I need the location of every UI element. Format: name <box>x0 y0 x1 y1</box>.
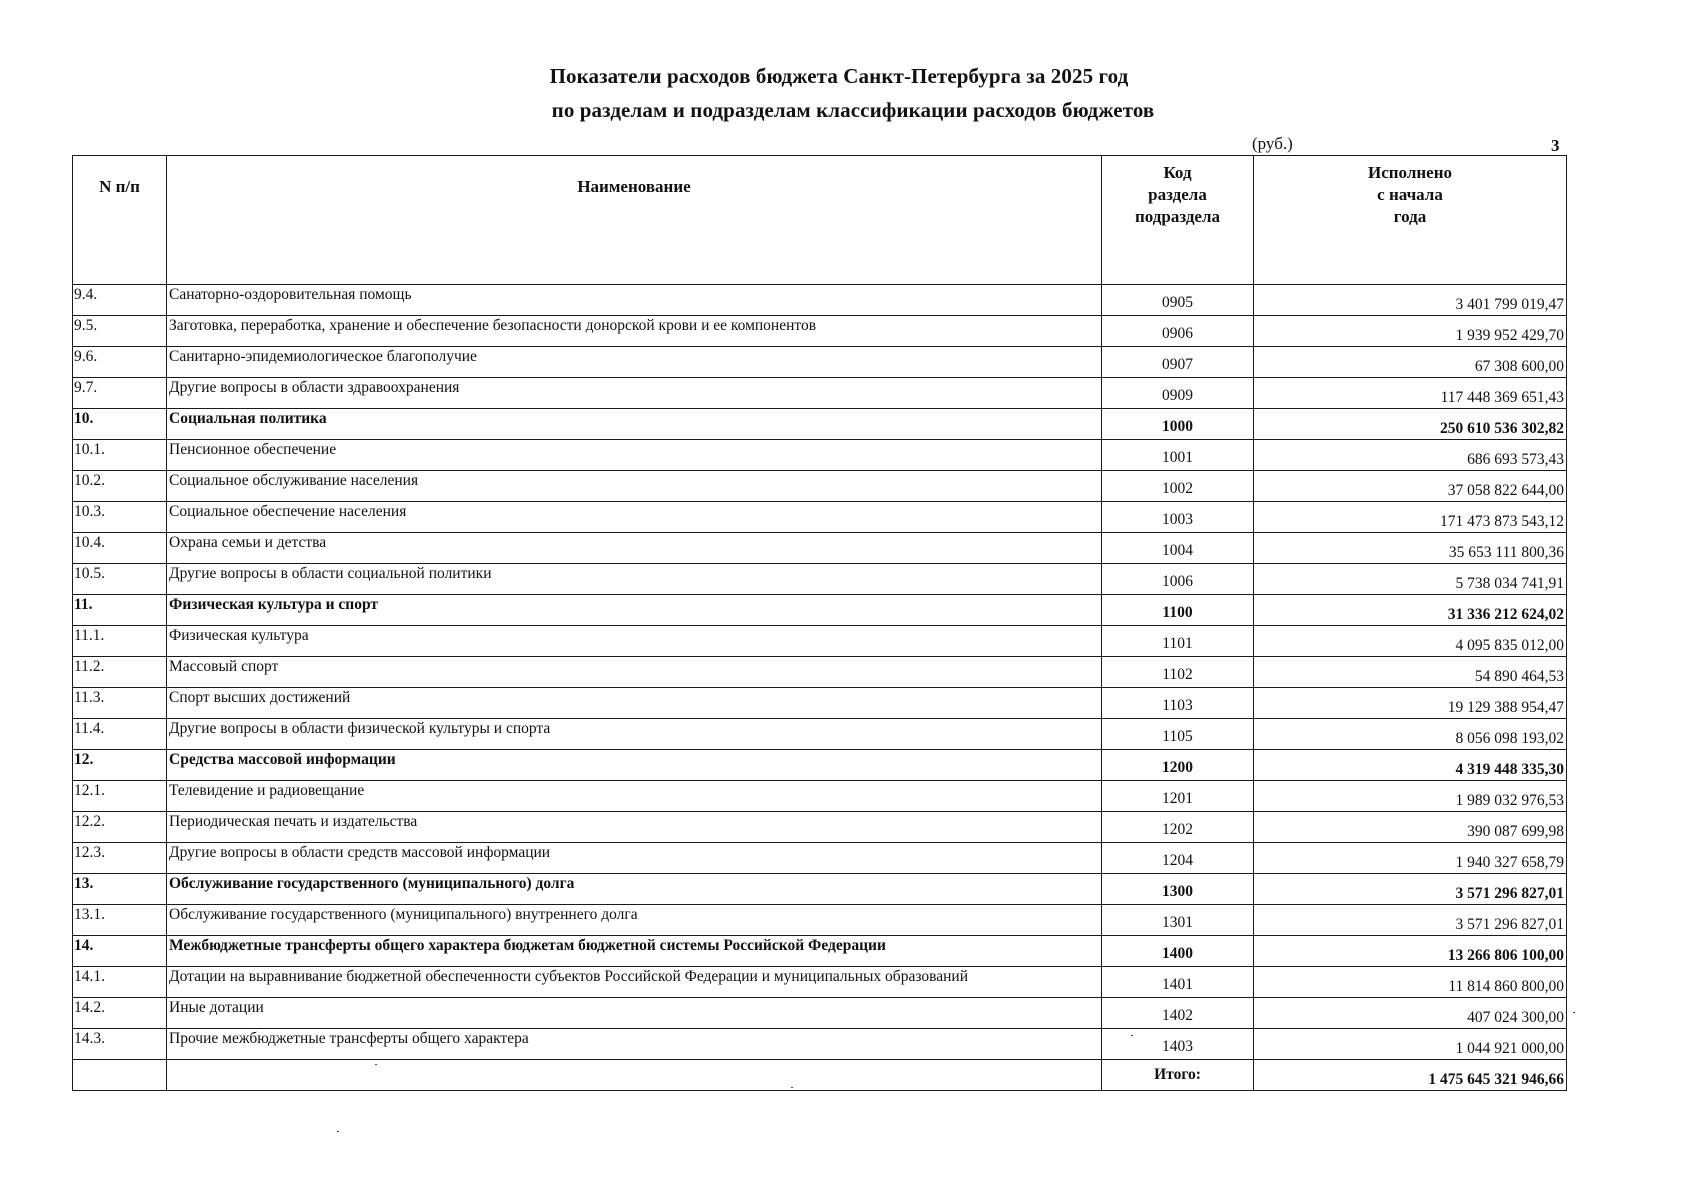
table-row <box>73 1029 1567 1060</box>
column-header-number: N п/п <box>73 156 167 285</box>
row-number: 10.1. <box>73 440 167 471</box>
row-number: 10.5. <box>73 564 167 595</box>
row-code: 1102 <box>1102 657 1254 688</box>
row-name: Социальное обеспечение населения <box>167 502 1102 533</box>
row-value: 5 738 034 741,91 <box>1254 564 1567 595</box>
row-code: 1004 <box>1102 533 1254 564</box>
column-header-code <box>1102 156 1254 285</box>
row-number: 12.3. <box>73 843 167 874</box>
scan-speck <box>375 1064 377 1065</box>
table-row <box>73 378 1567 409</box>
row-code: 1400 <box>1102 936 1254 967</box>
column-header-code-line3: подраздела <box>1134 207 1221 226</box>
row-name: Средства массовой информации <box>167 750 1102 781</box>
column-header-executed-line2: с начала <box>1377 185 1443 204</box>
table-row <box>73 595 1567 626</box>
row-code: 1105 <box>1102 719 1254 750</box>
row-number: 13.1. <box>73 905 167 936</box>
table-row <box>73 657 1567 688</box>
row-value: 19 129 388 954,47 <box>1254 688 1567 719</box>
row-code: 1103 <box>1102 688 1254 719</box>
row-value: 4 095 835 012,00 <box>1254 626 1567 657</box>
row-code: 1402 <box>1102 998 1254 1029</box>
row-code: 1006 <box>1102 564 1254 595</box>
table-row <box>73 967 1567 998</box>
page-number: 3 <box>1551 136 1560 155</box>
row-code: 1000 <box>1102 409 1254 440</box>
row-name: Массовый спорт <box>167 657 1102 688</box>
row-number: 10.3. <box>73 502 167 533</box>
row-name: Прочие межбюджетные трансферты общего характера <box>167 1029 1102 1060</box>
row-code: 1002 <box>1102 471 1254 502</box>
table-row <box>73 905 1567 936</box>
row-value: 3 571 296 827,01 <box>1254 874 1567 905</box>
row-name: Дотации на выравнивание бюджетной обеспеченности субъектов Российской Федерации и муниципальных образований <box>167 967 1102 998</box>
row-value: 31 336 212 624,02 <box>1254 595 1567 626</box>
scan-speck <box>337 1131 339 1132</box>
row-name: Спорт высших достижений <box>167 688 1102 719</box>
row-value: 686 693 573,43 <box>1254 440 1567 471</box>
scan-speck <box>1131 1035 1133 1036</box>
row-number: 11. <box>73 595 167 626</box>
row-code: 0905 <box>1102 285 1254 316</box>
row-name: Обслуживание государственного (муниципального) долга <box>167 874 1102 905</box>
row-name: Обслуживание государственного (муниципального) внутреннего долга <box>167 905 1102 936</box>
row-value: 1 940 327 658,79 <box>1254 843 1567 874</box>
column-header-executed-line3: года <box>1393 207 1427 226</box>
document-title: Показатели расходов бюджета Санкт-Петербурга за 2025 год <box>549 64 1129 88</box>
row-name: Социальная политика <box>167 409 1102 440</box>
row-name: Пенсионное обеспечение <box>167 440 1102 471</box>
table-row <box>73 719 1567 750</box>
row-code: 1300 <box>1102 874 1254 905</box>
row-code: 1200 <box>1102 750 1254 781</box>
row-code: 1201 <box>1102 781 1254 812</box>
row-name: Физическая культура <box>167 626 1102 657</box>
row-name: Межбюджетные трансферты общего характера бюджетам бюджетной системы Российской Федерации <box>167 936 1102 967</box>
row-number: 9.4. <box>73 285 167 316</box>
row-number: 11.1. <box>73 626 167 657</box>
row-value: 1 989 032 976,53 <box>1254 781 1567 812</box>
row-code: 0907 <box>1102 347 1254 378</box>
row-name: Телевидение и радиовещание <box>167 781 1102 812</box>
row-number: 10.4. <box>73 533 167 564</box>
table-row <box>73 750 1567 781</box>
row-number: 13. <box>73 874 167 905</box>
row-number: 9.7. <box>73 378 167 409</box>
row-number: 10.2. <box>73 471 167 502</box>
table-row <box>73 440 1567 471</box>
row-code: 1301 <box>1102 905 1254 936</box>
row-value: 407 024 300,00 <box>1254 998 1567 1029</box>
row-value: 35 653 111 800,36 <box>1254 533 1567 564</box>
scan-speck <box>791 1087 793 1088</box>
column-header-code-line2: раздела <box>1148 185 1207 204</box>
table-body <box>73 285 1567 1060</box>
table-header-row <box>73 156 1567 285</box>
row-value: 37 058 822 644,00 <box>1254 471 1567 502</box>
row-value: 117 448 369 651,43 <box>1254 378 1567 409</box>
row-name: Санитарно-эпидемиологическое благополучие <box>167 347 1102 378</box>
table-row <box>73 502 1567 533</box>
row-name: Другие вопросы в области средств массовой информации <box>167 843 1102 874</box>
currency-unit-label: (руб.) <box>1252 134 1293 153</box>
row-code: 0909 <box>1102 378 1254 409</box>
table-row <box>73 843 1567 874</box>
row-code: 1003 <box>1102 502 1254 533</box>
total-label: Итого: <box>1102 1060 1254 1091</box>
row-number: 11.4. <box>73 719 167 750</box>
row-code: 1001 <box>1102 440 1254 471</box>
column-header-executed-line1: Исполнено <box>1367 163 1452 182</box>
row-name: Санаторно-оздоровительная помощь <box>167 285 1102 316</box>
row-number: 12.2. <box>73 812 167 843</box>
row-value: 67 308 600,00 <box>1254 347 1567 378</box>
row-number: 12.1. <box>73 781 167 812</box>
table-row <box>73 812 1567 843</box>
row-number: 11.2. <box>73 657 167 688</box>
row-name: Социальное обслуживание населения <box>167 471 1102 502</box>
row-value: 1 044 921 000,00 <box>1254 1029 1567 1060</box>
row-name: Другие вопросы в области физической культуры и спорта <box>167 719 1102 750</box>
table-row <box>73 409 1567 440</box>
row-value: 3 571 296 827,01 <box>1254 905 1567 936</box>
table-row <box>73 626 1567 657</box>
row-value: 250 610 536 302,82 <box>1254 409 1567 440</box>
table-row <box>73 936 1567 967</box>
table-row <box>73 316 1567 347</box>
row-number: 9.6. <box>73 347 167 378</box>
row-number: 14.3. <box>73 1029 167 1060</box>
document-subtitle: по разделам и подразделам классификации расходов бюджетов <box>551 98 1155 122</box>
row-value: 11 814 860 800,00 <box>1254 967 1567 998</box>
row-code: 1403 <box>1102 1029 1254 1060</box>
row-value: 13 266 806 100,00 <box>1254 936 1567 967</box>
row-value: 1 939 952 429,70 <box>1254 316 1567 347</box>
row-value: 54 890 464,53 <box>1254 657 1567 688</box>
table-row <box>73 533 1567 564</box>
table-row <box>73 285 1567 316</box>
row-code: 1401 <box>1102 967 1254 998</box>
table-row <box>73 688 1567 719</box>
scan-speck <box>1573 1012 1575 1013</box>
row-number: 11.3. <box>73 688 167 719</box>
row-name: Заготовка, переработка, хранение и обеспечение безопасности донорской крови и ее компонентов <box>167 316 1102 347</box>
row-value: 3 401 799 019,47 <box>1254 285 1567 316</box>
table-row <box>73 874 1567 905</box>
column-header-code-line1: Код <box>1163 163 1192 182</box>
row-name: Периодическая печать и издательства <box>167 812 1102 843</box>
column-header-executed <box>1254 156 1567 285</box>
row-number: 14.1. <box>73 967 167 998</box>
row-code: 1100 <box>1102 595 1254 626</box>
row-name: Другие вопросы в области здравоохранения <box>167 378 1102 409</box>
row-value: 390 087 699,98 <box>1254 812 1567 843</box>
row-value: 8 056 098 193,02 <box>1254 719 1567 750</box>
row-name: Иные дотации <box>167 998 1102 1029</box>
row-code: 1204 <box>1102 843 1254 874</box>
table-row <box>73 347 1567 378</box>
row-code: 1202 <box>1102 812 1254 843</box>
row-number: 14. <box>73 936 167 967</box>
row-number: 12. <box>73 750 167 781</box>
row-value: 171 473 873 543,12 <box>1254 502 1567 533</box>
table-row <box>73 564 1567 595</box>
table-row <box>73 781 1567 812</box>
row-name: Другие вопросы в области социальной политики <box>167 564 1102 595</box>
total-value: 1 475 645 321 946,66 <box>1254 1060 1567 1091</box>
total-name-cell <box>167 1060 1102 1091</box>
row-name: Охрана семьи и детства <box>167 533 1102 564</box>
table-total-row <box>73 1060 1567 1091</box>
table-row <box>73 998 1567 1029</box>
row-code: 1101 <box>1102 626 1254 657</box>
total-num-cell <box>73 1060 167 1091</box>
row-number: 9.5. <box>73 316 167 347</box>
column-header-name: Наименование <box>167 156 1102 285</box>
budget-expenditure-table <box>72 155 1567 1091</box>
row-value: 4 319 448 335,30 <box>1254 750 1567 781</box>
table-row <box>73 471 1567 502</box>
row-name: Физическая культура и спорт <box>167 595 1102 626</box>
row-number: 10. <box>73 409 167 440</box>
row-code: 0906 <box>1102 316 1254 347</box>
row-number: 14.2. <box>73 998 167 1029</box>
